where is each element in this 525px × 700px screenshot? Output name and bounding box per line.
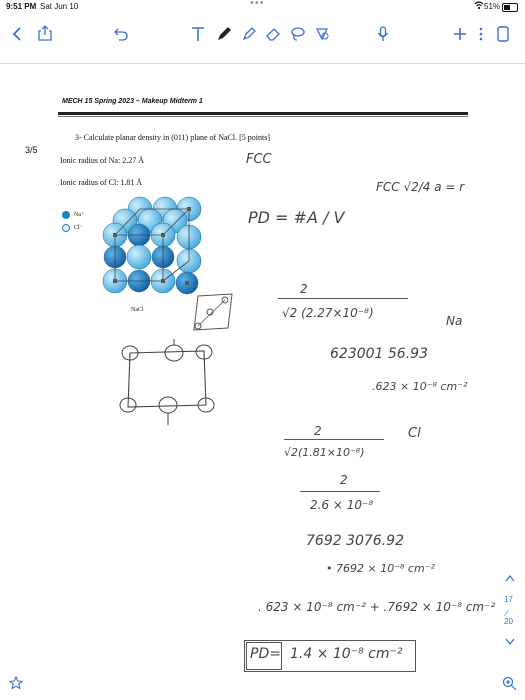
header-rule-thin (58, 116, 468, 117)
battery-icon (502, 3, 518, 12)
question-text: 3- Calculate planar density in (011) plane of NaCl. [5 points] (75, 133, 270, 142)
page-up-icon[interactable] (505, 574, 515, 582)
pages-icon[interactable] (492, 23, 514, 45)
hw-fcc-relation: FCC √2/4 a = r (376, 180, 465, 194)
hw-frac2-den: √2(1.81×10⁻⁸) (284, 446, 365, 459)
zoom-in-icon[interactable] (502, 676, 517, 691)
page-separator: ⁄ (506, 609, 508, 618)
score-mark: 3/5 (25, 145, 38, 155)
hw-frac1-bar (278, 298, 408, 299)
status-bar (0, 0, 525, 14)
hw-frac3-num: 2 (340, 473, 348, 487)
legend-na-label: Na⁺ (74, 212, 85, 218)
hw-result: 1.4 × 10⁻⁸ cm⁻² (290, 646, 403, 662)
header-rule (58, 112, 468, 115)
highlighter-icon[interactable] (238, 23, 260, 45)
hw-frac3-bar (300, 491, 380, 492)
hw-cl-value-sci: • 7692 × 10⁻⁸ cm⁻² (326, 562, 435, 575)
microphone-icon[interactable] (372, 23, 394, 45)
status-date: Sat Jun 10 (40, 2, 79, 11)
status-time: 9:51 PM (6, 2, 37, 11)
hw-frac2-num: 2 (314, 424, 322, 438)
legend-cl-dot (62, 224, 70, 232)
pen-icon[interactable] (213, 23, 235, 45)
hw-na-value: 623001 56.93 (330, 346, 428, 362)
shapes-icon[interactable] (311, 23, 333, 45)
hw-na-label: Na (446, 314, 463, 328)
hw-frac1-num: 2 (300, 282, 308, 296)
legend-cl-label: Cl⁻ (74, 225, 83, 231)
course-header: MECH 15 Spring 2023 – Makeup Midterm 1 (62, 98, 203, 105)
plane-sketch-small (190, 290, 240, 335)
legend-na-dot (62, 211, 70, 219)
favorite-star-icon[interactable] (9, 676, 23, 690)
battery-percent: 51% (484, 2, 501, 11)
hw-cl-label: Cl (408, 426, 421, 441)
hw-pd-label: PD= (250, 646, 281, 662)
page-total: 20 (504, 617, 513, 626)
plane-sketch-large (118, 333, 218, 433)
multitasking-dots[interactable]: ••• (250, 0, 265, 9)
page-current: 17 (504, 595, 513, 604)
page-divider (0, 63, 525, 64)
na-radius-text: Ionic radius of Na: 2.27 Å (60, 156, 144, 165)
back-icon[interactable] (6, 23, 28, 45)
text-tool-icon[interactable] (187, 23, 209, 45)
hw-frac3-den: 2.6 × 10⁻⁸ (310, 498, 374, 512)
nacl-crystal-figure (95, 195, 210, 305)
eraser-icon[interactable] (262, 23, 284, 45)
add-icon[interactable] (449, 23, 471, 45)
wifi-icon (474, 1, 484, 10)
more-icon[interactable] (470, 23, 492, 45)
page-down-icon[interactable] (505, 638, 515, 646)
hw-sum: . 623 × 10⁻⁸ cm⁻² + .7692 × 10⁻⁸ cm⁻² (258, 600, 496, 614)
hw-frac1-den: √2 (2.27×10⁻⁸) (282, 306, 374, 320)
figure-caption: NaCl (131, 307, 144, 313)
lasso-icon[interactable] (287, 23, 309, 45)
share-icon[interactable] (34, 22, 56, 44)
hw-fcc: FCC (246, 152, 272, 167)
cl-radius-text: Ionic radius of Cl: 1.81 Å (60, 178, 143, 187)
undo-icon[interactable] (110, 23, 132, 45)
toolbar (0, 14, 525, 54)
hw-pd-formula: PD = #A / V (248, 208, 345, 227)
hw-cl-value: 7692 3076.92 (306, 533, 404, 549)
hw-frac2-bar (284, 439, 384, 440)
hw-na-value-sci: .623 × 10⁻⁸ cm⁻² (372, 380, 468, 393)
